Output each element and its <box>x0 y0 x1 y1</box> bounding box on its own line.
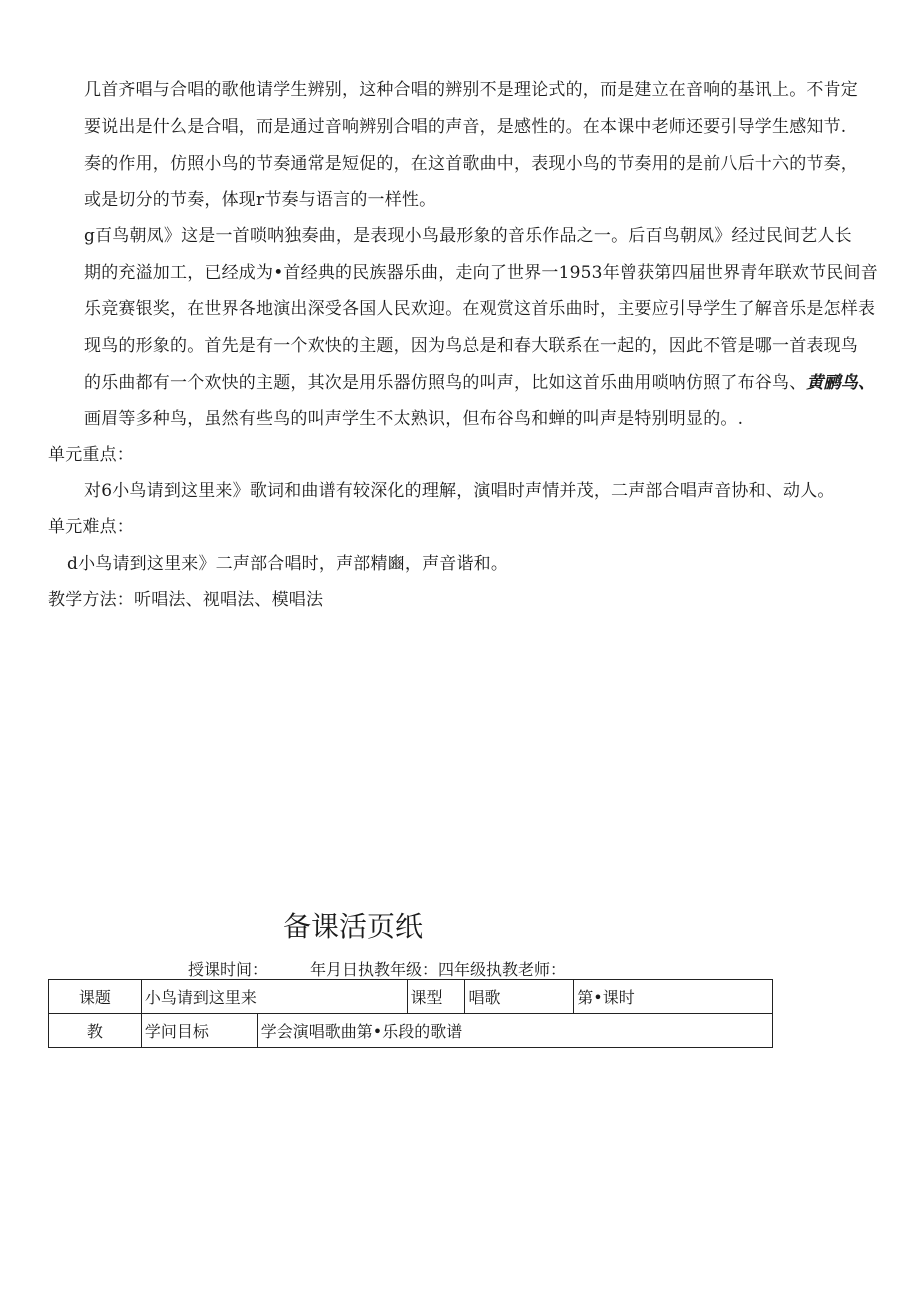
text-line-9 <box>84 368 875 393</box>
text-line-5: g百鸟朝凤》这是一首唢呐独奏曲，是表现小鸟最形象的音乐作品之一。后百鸟朝凤》经过民间艺人长 <box>84 226 852 246</box>
info-time-label: 授课时间： <box>188 960 269 979</box>
text-line-9-main: 的乐曲都有一个欢快的主题，其次是用乐器仿照鸟的叫声，比如这首乐曲用唢呐仿照了布谷鸟、 <box>84 373 807 393</box>
text-line-1: 几首齐唱与合唱的歌他请学生辨别，这种合唱的辨别不是理论式的，而是建立在音响的基讯上。不肯定 <box>84 80 858 100</box>
text-line-3: 奏的作用，仿照小鸟的节奏通常是短促的，在这首歌曲中，表现小鸟的节奏用的是前八后十六的节奏， <box>84 154 858 174</box>
text-line-9-emphasis: 黄鹂鸟、 <box>806 373 876 393</box>
unit-key-label: 单元重点： <box>48 445 134 465</box>
text-line-7: 乐竞赛银奖，在世界各地演出深受各国人民欢迎。在观赏这首乐曲时，主要应引导学生了解音乐是怎样表 <box>84 299 876 319</box>
text-line-4: 或是切分的节奏，体现r节奏与语言的一样性。 <box>84 190 437 210</box>
table-row <box>49 980 773 1014</box>
sheet-title: 备课活页纸 <box>283 910 424 943</box>
cell-type: 唱歌 <box>465 980 574 1014</box>
text-line-6: 期的充溢加工，已经成为•首经典的民族器乐曲，走向了世界一1953年曾获第四届世界青年联欢节民间音 <box>84 263 878 283</box>
info-rest: 年月日执教年级：四年级执教老师： <box>310 960 567 979</box>
cell-teach-label: 教 <box>49 1014 142 1048</box>
teaching-method: 教学方法：听唱法、视唱法、模唱法 <box>48 590 324 610</box>
cell-topic: 小鸟请到这里来 <box>141 980 407 1014</box>
unit-difficulty-label: 单元难点： <box>48 517 134 537</box>
cell-topic-label: 课题 <box>49 980 142 1014</box>
text-line-10: 画眉等多种鸟，虽然有些鸟的叫声学生不太熟识，但布谷鸟和蝉的叫声是特别明显的。. <box>84 409 744 429</box>
cell-goal: 学会演唱歌曲第•乐段的歌谱 <box>257 1014 772 1048</box>
lesson-table <box>48 979 773 1048</box>
cell-goal-label: 学问目标 <box>141 1014 257 1048</box>
text-line-2: 要说出是什么是合唱，而是通过音响辨别合唱的声音，是感性的。在本课中老师还要引导学生感知节. <box>84 117 847 137</box>
unit-difficulty-text: d小鸟请到这里来》二声部合唱时，声部精豳，声音谐和。 <box>67 554 509 574</box>
cell-type-label: 课型 <box>407 980 465 1014</box>
text-line-8: 现鸟的形象的。首先是有一个欢快的主题，因为鸟总是和春大联系在一起的，因此不管是哪一首表现鸟 <box>84 336 858 356</box>
unit-key-text: 对6小鸟请到这里来》歌词和曲谱有较深化的理解，演唱时声情并茂，二声部合唱声音协和、动人。 <box>84 481 835 501</box>
cell-period: 第•课时 <box>574 980 773 1014</box>
table-row <box>49 1014 773 1048</box>
